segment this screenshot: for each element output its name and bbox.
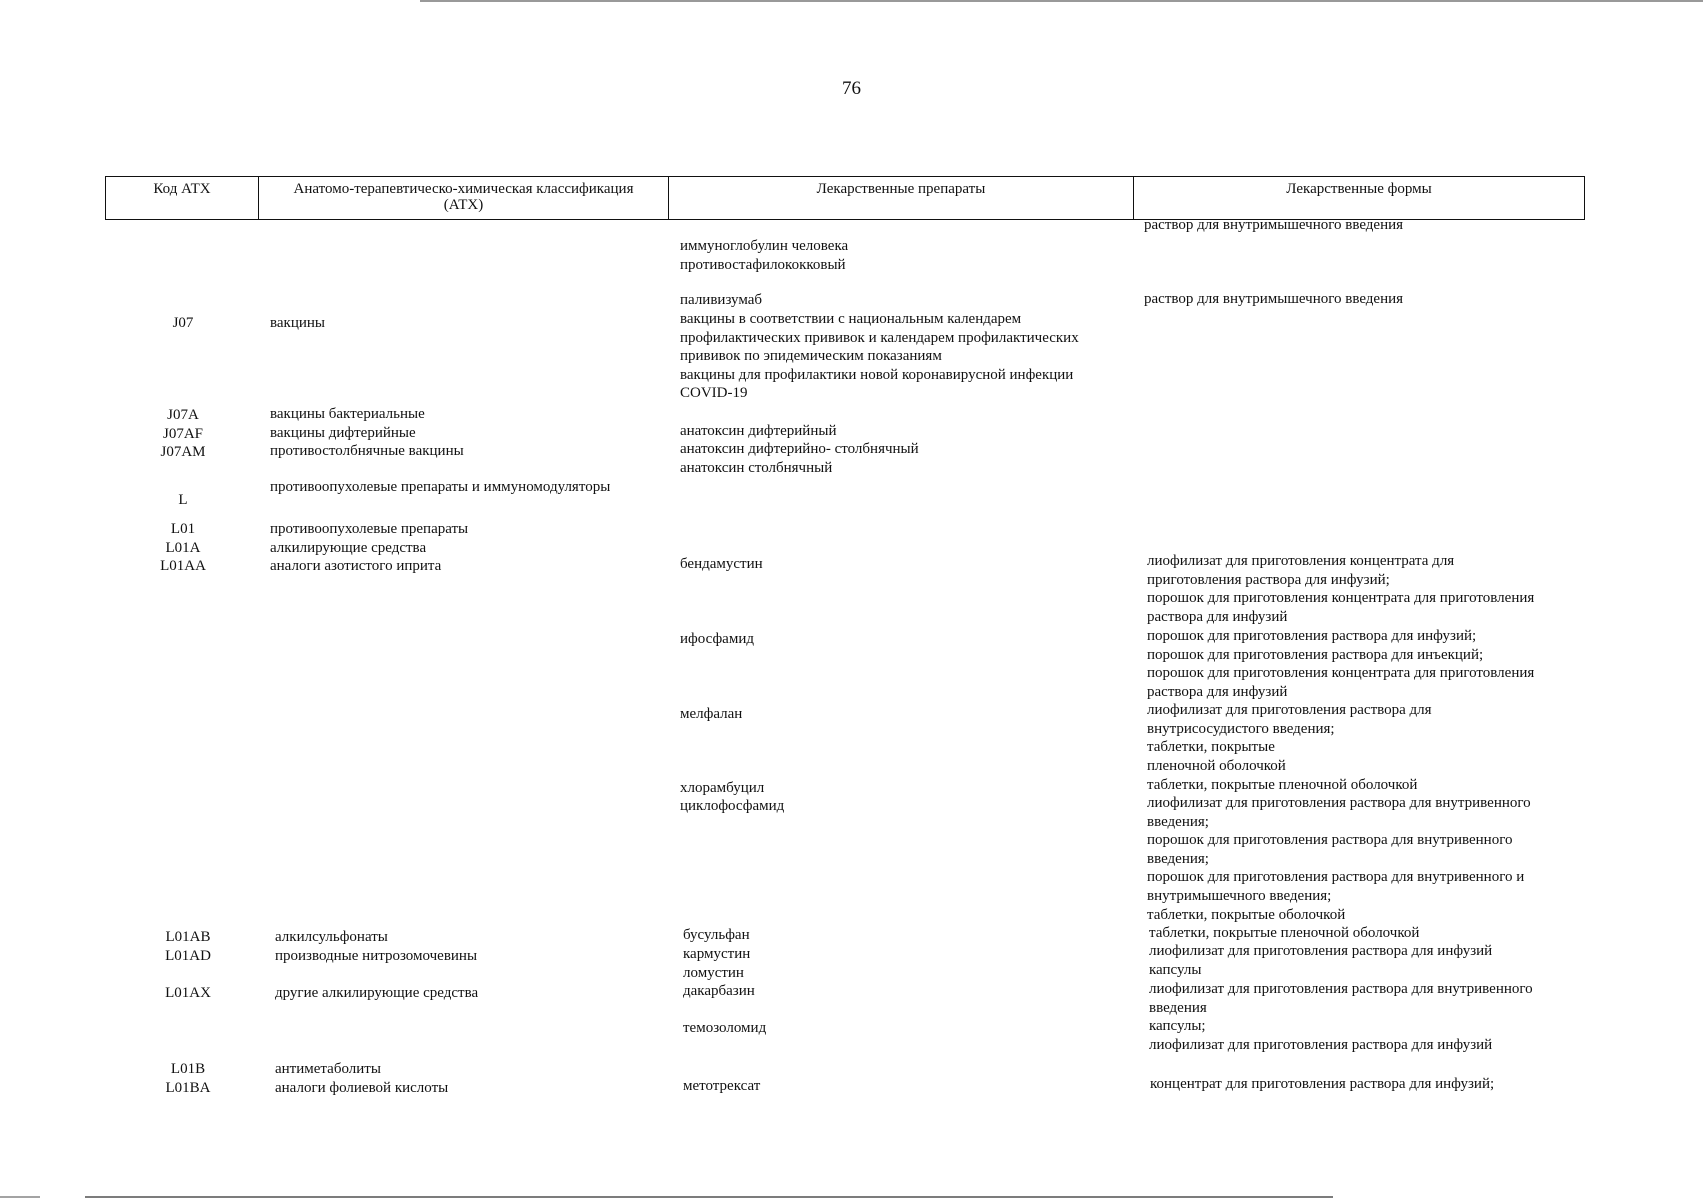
table-cell-atc: антиметаболиты — [275, 1061, 381, 1077]
table-cell-code: L01AD — [165, 948, 211, 964]
table-cell-atc: противоопухолевые препараты — [270, 521, 469, 537]
table-cell-code: J07A — [167, 407, 199, 423]
table-cell-code: L01AB — [165, 929, 211, 945]
header-drugs: Лекарственные препараты — [668, 177, 1133, 219]
table-cell-atc: вакцины дифтерийные — [270, 425, 416, 441]
table-cell-drug: иммуноглобулин человека противостафилококковый — [680, 238, 849, 273]
table-cell-code: L01BA — [165, 1080, 211, 1096]
table-cell-form: капсулы; лиофилизат для приготовления раствора для инфузий — [1149, 1018, 1493, 1053]
table-cell-form: лиофилизат для приготовления раствора для инфузий — [1149, 943, 1493, 959]
table-cell-form: капсулы — [1149, 962, 1202, 978]
table-cell-atc: другие алкилирующие средства — [275, 985, 479, 1001]
table-cell-drug: анатоксин дифтерийно- столбнячный анатоксин столбнячный — [680, 441, 919, 476]
table-cell-drug: ифосфамид — [680, 631, 754, 647]
scan-artifact-bottom — [85, 1196, 1333, 1198]
table-cell-drug: циклофосфамид — [680, 798, 785, 814]
table-cell-drug: паливизумаб — [680, 292, 763, 308]
table-cell-code: L — [178, 492, 188, 508]
table-cell-drug: бусульфан — [683, 927, 750, 943]
header-atc: Анатомо-терапевтическо-химическая классификация (АТХ) — [258, 177, 668, 219]
table-cell-code: L01 — [170, 521, 196, 537]
table-cell-drug: метотрексат — [683, 1078, 761, 1094]
header-forms: Лекарственные формы — [1133, 177, 1584, 219]
table-cell-code: L01A — [165, 540, 201, 556]
table-cell-form: таблетки, покрытые пленочной оболочкой — [1147, 777, 1418, 793]
table-cell-form: раствор для внутримышечного введения — [1144, 291, 1404, 307]
table-cell-atc: противостолбнячные вакцины — [270, 443, 464, 459]
table-cell-drug: хлорамбуцил — [680, 780, 765, 796]
table-cell-atc: производные нитрозомочевины — [275, 948, 478, 964]
table-cell-form: лиофилизат для приготовления раствора для внутривенного введения; порошок для приготовления раствора для внутривенного введения; порошок для приготовления раствора для внутривенного и внутримышечного введения; таблетки, покрытые оболочкой — [1147, 795, 1531, 923]
table-cell-code: J07AM — [160, 444, 206, 460]
table-cell-code: L01B — [170, 1061, 206, 1077]
header-code: Код АТХ — [153, 181, 211, 197]
table-cell-atc: алкилирующие средства — [270, 540, 427, 556]
table-cell-atc: вакцины бактериальные — [270, 406, 425, 422]
table-cell-drug: дакарбазин — [683, 983, 755, 999]
table-cell-drug: вакцины в соответствии с национальным календарем профилактических прививок и календарем профилактических прививок по эпидемическим показаниям вакцины для профилактики новой коронавирусной инфекции COVID-19 — [680, 311, 1079, 402]
table-cell-code: L01AX — [165, 985, 211, 1001]
table-cell-drug: темозоломид — [683, 1020, 767, 1036]
table-cell-atc: аналоги фолиевой кислоты — [275, 1080, 449, 1096]
table-cell-form: таблетки, покрытые пленочной оболочкой — [1149, 925, 1420, 941]
scan-artifact-bottom-left — [0, 1196, 40, 1198]
table-cell-drug: кармустин — [683, 946, 751, 962]
table-cell-drug: мелфалан — [680, 706, 743, 722]
table-cell-form: лиофилизат для приготовления раствора для внутривенного введения — [1149, 981, 1533, 1016]
table-cell-form: концентрат для приготовления раствора для инфузий; — [1150, 1076, 1495, 1092]
table-cell-drug: бендамустин — [680, 556, 763, 572]
table-cell-form: раствор для внутримышечного введения — [1144, 217, 1404, 233]
table-cell-form: порошок для приготовления раствора для инфузий; порошок для приготовления раствора для инъекций; порошок для приготовления концентрата для приготовления раствора для инфузий — [1147, 628, 1535, 700]
table-cell-code: J07AF — [162, 426, 203, 442]
table-cell-code: L01AA — [160, 558, 206, 574]
table-cell-code: J07 — [172, 315, 194, 331]
table-cell-atc: противоопухолевые препараты и иммуномодуляторы — [270, 479, 611, 495]
table-cell-drug: ломустин — [683, 965, 744, 981]
table-cell-atc: вакцины — [270, 315, 325, 331]
page-number: 76 — [842, 78, 861, 99]
table-cell-form: лиофилизат для приготовления концентрата для приготовления раствора для инфузий; порошок для приготовления концентрата для приготовления раствора для инфузий — [1147, 553, 1535, 625]
table-cell-form: лиофилизат для приготовления раствора для внутрисосудистого введения; таблетки, покрытые пленочной оболочкой — [1147, 702, 1432, 774]
table-cell-drug: анатоксин дифтерийный — [680, 423, 837, 439]
table-cell-atc: алкилсульфонаты — [275, 929, 388, 945]
table-cell-atc: аналоги азотистого иприта — [270, 558, 442, 574]
